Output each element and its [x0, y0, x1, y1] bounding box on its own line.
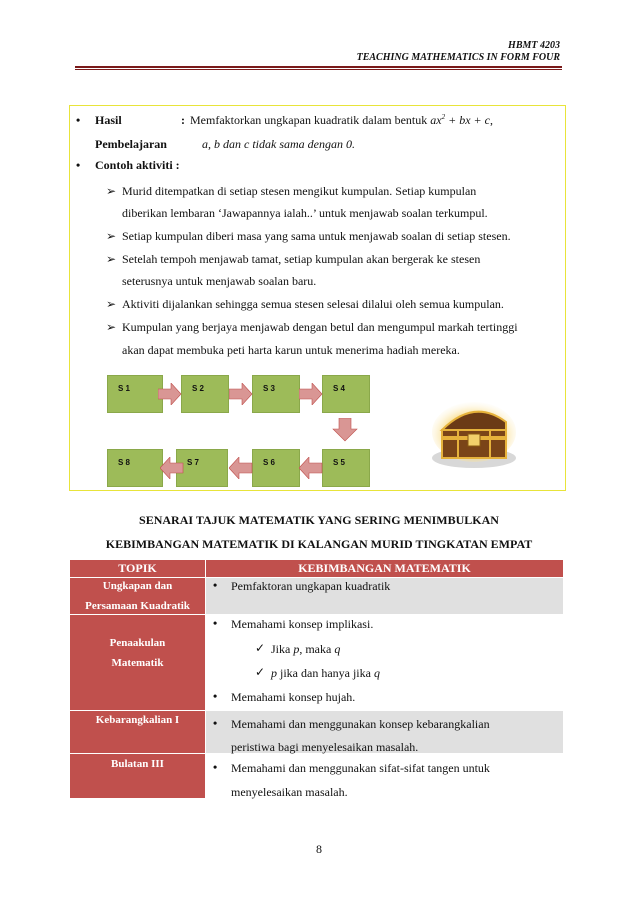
outcome-label-1: Hasil	[95, 113, 122, 127]
concern-3-line2: peristiwa bagi menyelesaikan masalah.	[231, 740, 419, 754]
topic-1-line1: Ungkapan dan	[102, 580, 173, 592]
outcome-text-start: Memfaktorkan ungkapan kuadratik dalam bentuk	[190, 113, 431, 127]
sub1-b: , maka	[299, 642, 335, 656]
station-7: S 7	[176, 449, 228, 487]
topic-cell-4	[70, 754, 205, 798]
arrow-bullet-icon: ➢	[106, 252, 117, 266]
activity-item-2-line1: Setiap kumpulan diberi masa yang sama untuk menjawab soalan di setiap stesen.	[122, 229, 511, 243]
formula-rest: + bx + c	[445, 113, 490, 127]
course-title: TEACHING MATHEMATICS IN FORM FOUR	[356, 52, 560, 63]
arrow-left-icon	[299, 457, 323, 479]
bullet-icon: •	[76, 113, 81, 127]
activity-label: Contoh aktiviti :	[95, 158, 180, 172]
topic-2-line1: Penaakulan	[109, 637, 166, 649]
sub2-b: jika dan hanya jika	[277, 666, 374, 680]
arrow-left-icon	[229, 457, 253, 479]
outcome-separator: :	[181, 113, 185, 127]
topic-3-line1: Kebarangkalian I	[95, 714, 180, 726]
topic-cell-1	[70, 578, 205, 614]
arrow-left-icon	[160, 457, 184, 479]
station-1: S 1	[107, 375, 163, 413]
page-number: 8	[316, 842, 322, 856]
bullet-icon: •	[213, 689, 218, 703]
table-title-2: KEBIMBANGAN MATEMATIK DI KALANGAN MURID TINGKATAN EMPAT	[105, 537, 533, 551]
concern-1-item: Pemfaktoran ungkapan kuadratik	[231, 579, 391, 593]
arrow-bullet-icon: ➢	[106, 229, 117, 243]
formula-sup: 2	[441, 113, 446, 121]
station-2: S 2	[181, 375, 229, 413]
activity-item-3-line2: seterusnya untuk menjawab soalan baru.	[122, 274, 317, 288]
concern-2-sub2	[271, 666, 380, 681]
station-5: S 5	[322, 449, 370, 487]
header-rule	[75, 66, 562, 68]
formula-ax: ax	[430, 113, 442, 127]
bullet-icon: •	[213, 616, 218, 630]
station-8: S 8	[107, 449, 163, 487]
sub1-a: Jika	[271, 642, 294, 656]
outcome-text-2: a, b dan c tidak sama dengan 0.	[202, 137, 355, 151]
activity-item-1-line2: diberikan lembaran ‘Jawapannya ialah..’ untuk menjawab soalan terkumpul.	[122, 206, 488, 220]
concern-2-item1: Memahami konsep implikasi.	[231, 617, 374, 631]
arrow-right-icon	[229, 383, 253, 405]
arrow-bullet-icon: ➢	[106, 320, 117, 334]
station-4: S 4	[322, 375, 370, 413]
column-header-kebimbangan: KEBIMBANGAN MATEMATIK	[206, 560, 563, 577]
concern-2-sub1	[271, 642, 340, 657]
topic-1-line2: Persamaan Kuadratik	[85, 600, 190, 612]
concern-4-line1: Memahami dan menggunakan sifat-sifat tangen untuk	[231, 761, 490, 775]
bullet-icon: •	[213, 760, 218, 774]
topic-4-line1: Bulatan III	[111, 758, 164, 770]
bullet-icon: •	[213, 578, 218, 592]
concern-3-line1: Memahami dan menggunakan konsep kebarangkalian	[231, 717, 490, 731]
arrow-down-icon	[332, 418, 358, 442]
activity-item-5-line2: akan dapat membuka peti harta karun untuk menerima hadiah mereka.	[122, 343, 460, 357]
arrow-bullet-icon: ➢	[106, 297, 117, 311]
topic-cell-2	[70, 615, 205, 710]
sub2-p: p	[271, 666, 277, 680]
course-code: HBMT 4203	[508, 40, 560, 51]
outcome-text	[190, 113, 493, 128]
arrow-right-icon	[158, 383, 182, 405]
arrow-bullet-icon: ➢	[106, 184, 117, 198]
activity-item-5-line1: Kumpulan yang berjaya menjawab dengan betul dan mengumpul markah tertinggi	[122, 320, 518, 334]
bullet-icon: •	[76, 158, 81, 172]
header-rule-thin	[75, 69, 562, 70]
column-header-topik: TOPIK	[70, 560, 205, 577]
sub1-p: p	[293, 642, 300, 656]
treasure-chest-icon	[428, 392, 520, 470]
table-title-1: SENARAI TAJUK MATEMATIK YANG SERING MENIMBULKAN	[139, 513, 499, 527]
outcome-text-end: ,	[489, 113, 493, 127]
topic-2-line2: Matematik	[111, 657, 164, 669]
checkmark-icon: ✓	[255, 641, 266, 655]
activity-item-1-line1: Murid ditempatkan di setiap stesen mengikut kumpulan. Setiap kumpulan	[122, 184, 477, 198]
activity-item-4-line1: Aktiviti dijalankan sehingga semua stesen selesai dilalui oleh semua kumpulan.	[122, 297, 504, 311]
concern-4-line2: menyelesaikan masalah.	[231, 785, 348, 799]
sub1-q: q	[334, 642, 341, 656]
station-6: S 6	[252, 449, 300, 487]
station-3: S 3	[252, 375, 300, 413]
topic-cell-3	[70, 711, 205, 753]
arrow-right-icon	[299, 383, 323, 405]
outcome-label-2: Pembelajaran	[95, 137, 167, 151]
activity-item-3-line1: Setelah tempoh menjawab tamat, setiap kumpulan akan bergerak ke stesen	[122, 252, 481, 266]
checkmark-icon: ✓	[255, 665, 266, 679]
sub2-q: q	[373, 666, 380, 680]
bullet-icon: •	[213, 716, 218, 730]
concern-2-item2: Memahami konsep hujah.	[231, 690, 356, 704]
